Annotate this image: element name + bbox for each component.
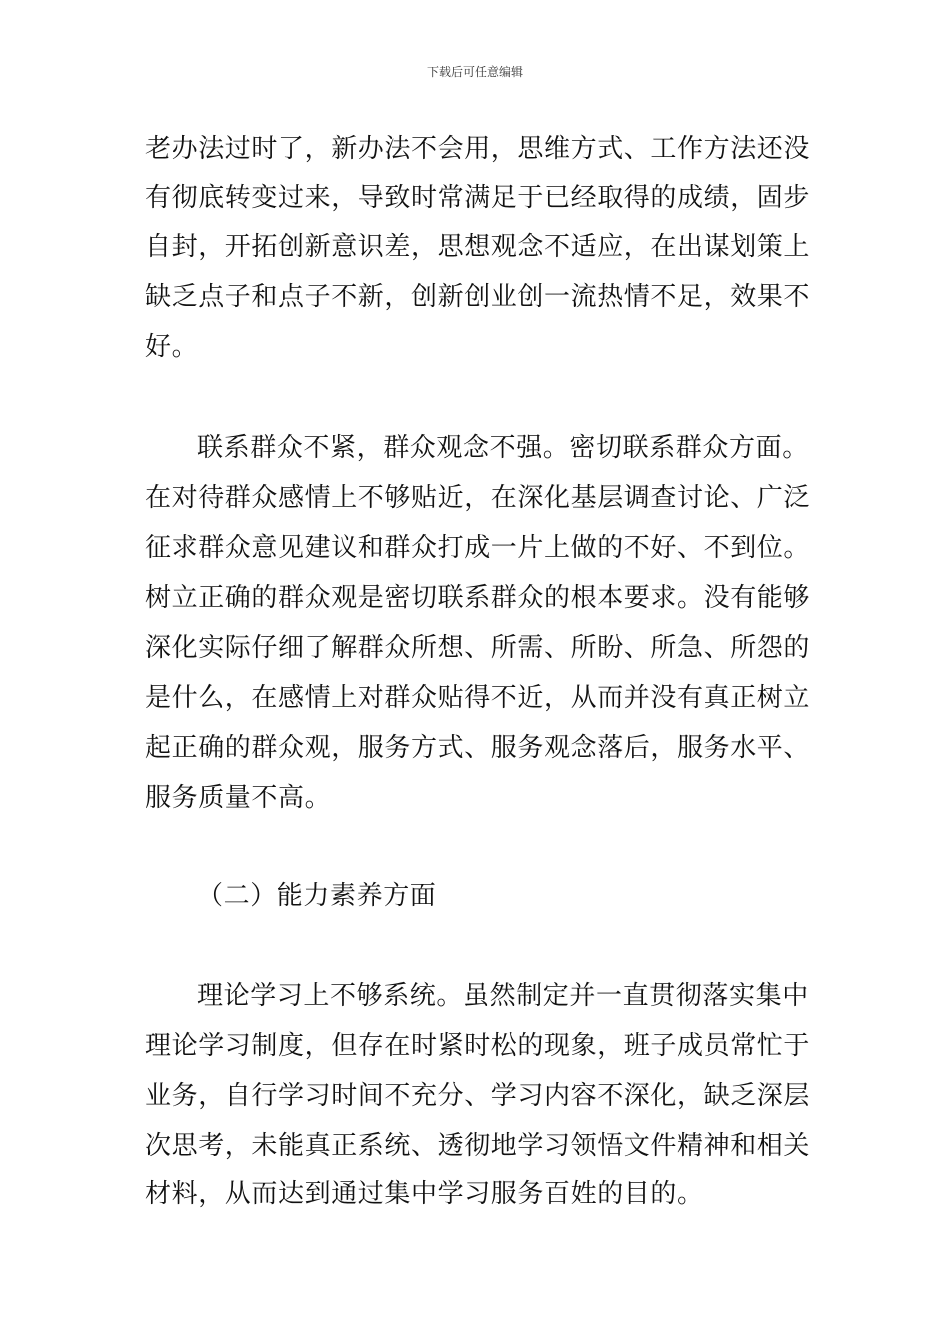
page-header: 下载后可任意编辑 bbox=[426, 65, 523, 79]
paragraph-2-line-6: 是什么，在感情上对群众贴得不近，从而并没有真正树立 bbox=[145, 683, 811, 713]
paragraph-1-line-4: 缺乏点子和点子不新，创新创业创一流热情不足，效果不 bbox=[145, 282, 811, 312]
paragraph-3-line-2: 理论学习制度，但存在时紧时松的现象，班子成员常忙于 bbox=[145, 1031, 811, 1061]
paragraph-2-line-5: 深化实际仔细了解群众所想、所需、所盼、所急、所怨的 bbox=[145, 633, 811, 663]
paragraph-1-line-1: 老办法过时了，新办法不会用，思维方式、工作方法还没 bbox=[145, 134, 811, 164]
paragraph-3-line-3: 业务，自行学习时间不充分、学习内容不深化，缺乏深层 bbox=[145, 1081, 811, 1111]
paragraph-2-line-1: 联系群众不紧，群众观念不强。密切联系群众方面。 bbox=[197, 433, 809, 463]
paragraph-2-line-8: 服务质量不高。 bbox=[145, 783, 332, 813]
paragraph-2-line-7: 起正确的群众观，服务方式、服务观念落后，服务水平、 bbox=[145, 733, 811, 763]
paragraph-3-line-5: 材料，从而达到通过集中学习服务百姓的目的。 bbox=[145, 1179, 704, 1209]
paragraph-2-line-3: 征求群众意见建议和群众打成一片上做的不好、不到位。 bbox=[145, 533, 811, 563]
paragraph-3-line-1: 理论学习上不够系统。虽然制定并一直贯彻落实集中 bbox=[197, 981, 809, 1011]
paragraph-1-line-2: 有彻底转变过来，导致时常满足于已经取得的成绩，固步 bbox=[145, 183, 811, 213]
paragraph-2-line-4: 树立正确的群众观是密切联系群众的根本要求。没有能够 bbox=[145, 583, 811, 613]
paragraph-1-line-5: 好。 bbox=[145, 332, 199, 362]
paragraph-2-line-2: 在对待群众感情上不够贴近，在深化基层调查讨论、广泛 bbox=[145, 483, 811, 513]
paragraph-3-line-4: 次思考，未能真正系统、透彻地学习领悟文件精神和相关 bbox=[145, 1131, 811, 1161]
section-heading: （二）能力素养方面 bbox=[197, 881, 437, 911]
paragraph-1-line-3: 自封，开拓创新意识差，思想观念不适应，在出谋划策上 bbox=[145, 232, 811, 262]
